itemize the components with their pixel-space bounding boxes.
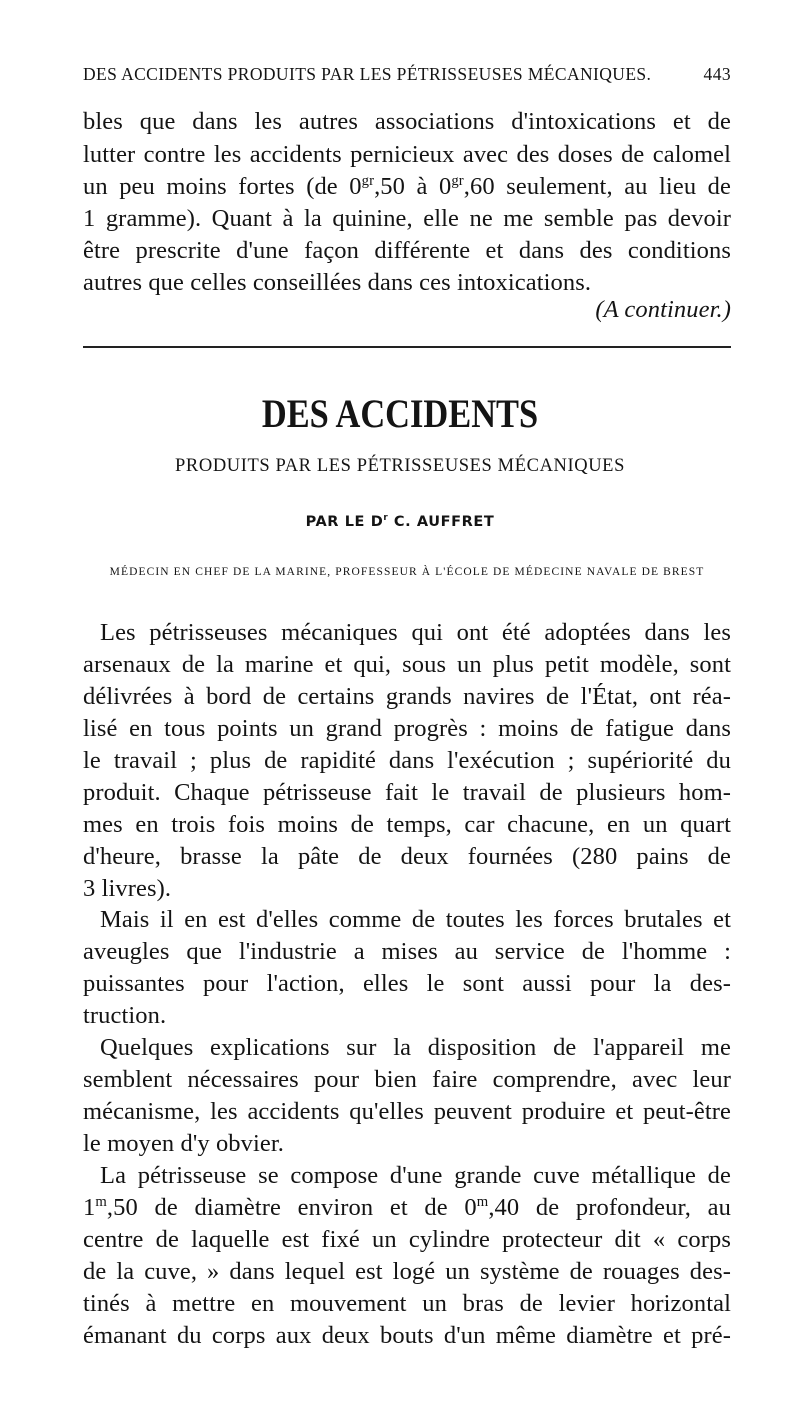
running-title: DES ACCIDENTS PRODUITS PAR LES PÉTRISSEUSES MÉCANIQUES. [83, 64, 652, 84]
article-subtitle: PRODUITS PAR LES PÉTRISSEUSES MÉCANIQUES [175, 456, 625, 476]
text-line: bles que dans les autres associations d'intoxications et de [83, 108, 731, 135]
text-line: le travail ; plus de rapidité dans l'exécution ; supériorité du [83, 747, 731, 774]
text-line: autres que celles conseillées dans ces intoxications. [83, 269, 592, 296]
text-line: La pétrisseuse se compose d'une grande cuve métallique de [100, 1162, 731, 1189]
text-line: arsenaux de la marine et qui, sous un plus petit modèle, sont [83, 651, 731, 678]
text-line: aveugles que l'industrie a mises au service de l'homme : [83, 938, 731, 965]
text-line: d'heure, brasse la pâte de deux fournées (280 pains de [83, 843, 731, 870]
text-line: produit. Chaque pétrisseuse fait le travail de plusieurs hom- [83, 779, 731, 806]
text-line: puissantes pour l'action, elles le sont aussi pour la des- [83, 970, 731, 997]
text-line: 1$^m$,50 de diamètre environ et de 0$^m$,40 de profondeur, au [83, 1193, 731, 1221]
text-line: lisé en tous points un grand progrès : moins de fatigue dans [83, 715, 731, 742]
text-line: tinés à mettre en mouvement un bras de levier horizontal [83, 1290, 731, 1317]
article-author: PAR LE $D^r$ C. AUFFRET [305, 513, 495, 530]
text-line: être prescrite d'une façon différente et dans des conditions [83, 237, 731, 264]
text-line: délivrées à bord de certains grands navires de l'État, ont réa- [83, 683, 731, 710]
running-header [83, 64, 731, 85]
text-line: un peu moins fortes (de $0^{gr},50$ à $0^{gr},60$ seulement, au lieu de [83, 172, 731, 200]
text-line: truction. [83, 1002, 167, 1029]
page-number: 443 [703, 64, 731, 84]
text-line: 3 livres). [83, 875, 172, 902]
text-line: semblent nécessaires pour bien faire comprendre, avec leur [83, 1066, 731, 1093]
text-line: de la cuve, » dans lequel est logé un système de rouages des- [83, 1258, 731, 1285]
text-line: Mais il en est d'elles comme de toutes les forces brutales et [100, 906, 731, 933]
author-affiliation: MÉDECIN EN CHEF DE LA MARINE, PROFESSEUR À L'ÉCOLE DE MÉDECINE NAVALE DE BREST [109, 566, 705, 578]
text-line: Quelques explications sur la disposition de l'appareil me [100, 1034, 731, 1061]
text-line: 1 gramme). Quant à la quinine, elle ne me semble pas devoir [83, 205, 731, 232]
section-divider [83, 346, 731, 348]
text-line: mes en trois fois moins de temps, car chacune, en un quart [83, 811, 731, 838]
text-line: lutter contre les accidents pernicieux avec des doses de calomel [83, 141, 731, 168]
text-line: Les pétrisseuses mécaniques qui ont été adoptées dans les [100, 619, 731, 646]
text-line: mécanisme, les accidents qu'elles peuvent produire et peut-être [83, 1098, 731, 1125]
article-title: DES ACCIDENTS [261, 391, 539, 436]
continue-note: (A continuer.) [595, 296, 731, 323]
text-line: le moyen d'y obvier. [83, 1130, 285, 1157]
text-line: centre de laquelle est fixé un cylindre protecteur dit « corps [83, 1226, 731, 1253]
text-line: émanant du corps aux deux bouts d'un même diamètre et pré- [83, 1322, 731, 1349]
